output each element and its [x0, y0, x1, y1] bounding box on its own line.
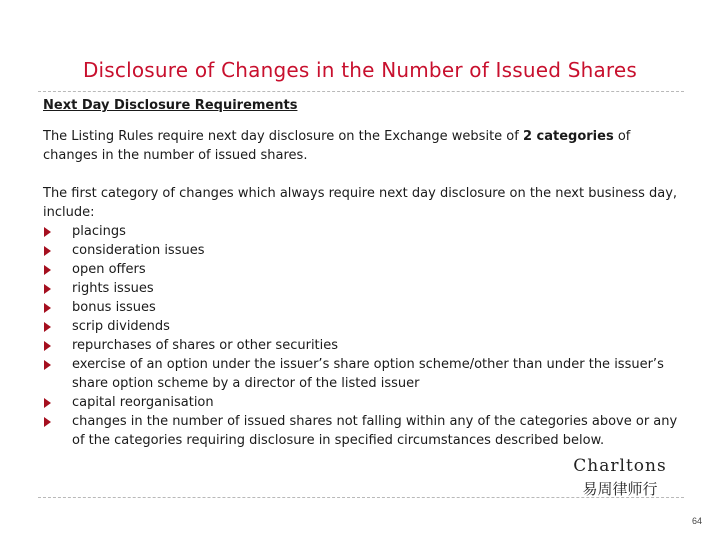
- right-triangle-icon: [44, 360, 51, 370]
- right-triangle-icon: [44, 227, 51, 237]
- list-item: [43, 412, 683, 450]
- list-item: [43, 336, 683, 355]
- right-triangle-icon: [44, 417, 51, 427]
- right-triangle-icon: [44, 265, 51, 275]
- right-triangle-icon: [44, 284, 51, 294]
- list-item: [43, 260, 683, 279]
- logo-english: Charltons: [573, 456, 667, 476]
- intro-text-start: The Listing Rules require next day disclosure on the Exchange website of: [43, 129, 523, 144]
- list-item: [43, 355, 683, 393]
- category-intro: The first category of changes which always require next day disclosure on the next business day, include:: [43, 186, 678, 220]
- intro-bold-text: 2 categories: [522, 129, 614, 144]
- list-item: [43, 393, 683, 412]
- list-item-text: capital reorganisation: [72, 395, 214, 410]
- right-triangle-icon: [44, 398, 51, 408]
- list-item-text: repurchases of shares or other securities: [72, 338, 339, 353]
- page-number: 64: [691, 516, 702, 526]
- page-title: Disclosure of Changes in the Number of Issued Shares: [82, 58, 638, 82]
- list-item-text: exercise of an option under the issuer’s share option scheme/other than under the issuer’s share option scheme by a director of the listed issuer: [72, 357, 664, 391]
- list-item: [43, 241, 683, 260]
- intro-paragraph: [43, 127, 683, 165]
- right-triangle-icon: [44, 246, 51, 256]
- title-divider: [38, 91, 684, 92]
- slide-body: [43, 96, 683, 450]
- right-triangle-icon: [44, 341, 51, 351]
- footer-divider: [38, 497, 684, 498]
- list-item-text: rights issues: [72, 281, 154, 296]
- charltons-logo: [558, 456, 682, 499]
- right-triangle-icon: [44, 303, 51, 313]
- list-item-text: changes in the number of issued shares not falling within any of the categories above or any of the categories requiring disclosure in specified circumstances described below.: [72, 414, 678, 448]
- bullet-list: [43, 222, 683, 450]
- section-heading: Next Day Disclosure Requirements: [43, 98, 298, 113]
- right-triangle-icon: [44, 322, 51, 332]
- list-item-text: consideration issues: [72, 243, 205, 258]
- list-item-text: open offers: [72, 262, 146, 277]
- logo-chinese: 易周律师行: [582, 480, 658, 498]
- list-item-text: placings: [72, 224, 126, 239]
- list-item-text: scrip dividends: [72, 319, 170, 334]
- intro-text-end: of changes in the number of issued shares.: [43, 129, 631, 163]
- list-item: [43, 298, 683, 317]
- list-item: [43, 279, 683, 298]
- list-item: [43, 222, 683, 241]
- list-item: [43, 317, 683, 336]
- list-item-text: bonus issues: [72, 300, 156, 315]
